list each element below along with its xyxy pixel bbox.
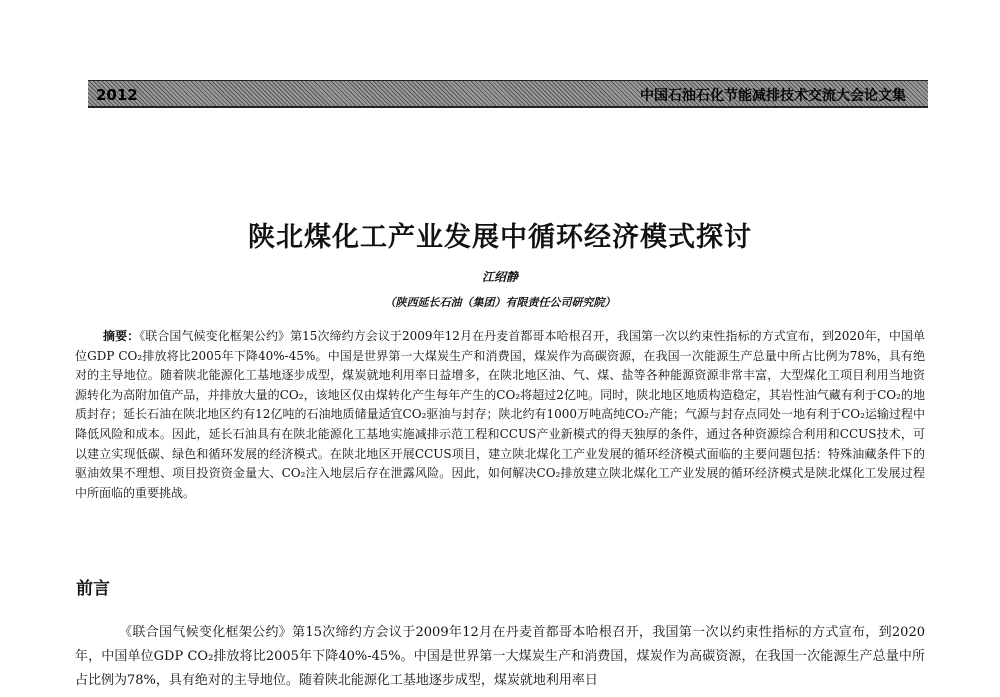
header-proceedings-title: 中国石油石化节能减排技术交流大会论文集 bbox=[640, 88, 906, 104]
author-affiliation: （陕西延长石油（集团）有限责任公司研究院） bbox=[384, 296, 616, 309]
paper-title: 陕北煤化工产业发展中循环经济模式探讨 bbox=[248, 222, 752, 253]
body-paragraph: 《联合国气候变化框架公约》第15次缔约方会议于2009年12月在丹麦首都哥本哈根召开，我国第一次以约束性指标的方式宣布，到2020年，中国单位GDP CO₂排放将比2005年下降40%-45%。中国是世界第一大煤炭生产和消费国，煤炭作为高碳资源，在我国一次能源生产总量中所占比例为78%，具有绝对的主导地位。随着陕北能源化工基地逐步成型，煤炭就地利用率日 bbox=[75, 625, 925, 688]
abstract bbox=[75, 327, 925, 503]
running-header bbox=[88, 80, 928, 108]
section-heading: 前言 bbox=[76, 579, 110, 599]
author-name: 江绍静 bbox=[481, 270, 518, 284]
abstract-label: 摘要： bbox=[103, 329, 140, 343]
header-year: 2012 bbox=[96, 86, 138, 104]
abstract-text: 《联合国气候变化框架公约》第15次缔约方会议于2009年12月在丹麦首都哥本哈根召开，我国第一次以约束性指标的方式宣布，到2020年，中国单位GDP CO₂排放将比2005年下降40%-45%。中国是世界第一大煤炭生产和消费国，煤炭作为高碳资源，在我国一次能源生产总量中所占比例为78%，具有绝对的主导地位。随着陕北能源化工基地逐步成型，煤炭就地利用率日益增多，在陕北地区油、气、煤、盐等各种能源资源非常丰富，大型煤化工项目利用当地资源转化为高附加值产品，并排放大量的CO₂，该地区仅由煤转化产生每年产生的CO₂将超过2亿吨。同时，陕北地区地质构造稳定，其岩性油气藏有利于CO₂的地质封存；延长石油在陕北地区约有12亿吨的石油地质储量适宜CO₂驱油与封存；陕北约有1000万吨高纯CO₂产能；气源与封存点同处一地有利于CO₂运输过程中降低风险和成本。因此，延长石油具有在陕北能源化工基地实施减排示范工程和CCUS产业新模式的得天独厚的条件，通过各种资源综合利用和CCUS技术，可以建立实现低碳、绿色和循环发展的经济模式。在陕北地区开展CCUS项目，建立陕北煤化工产业发展的循环经济模式面临的主要问题包括：特殊油藏条件下的驱油效果不理想、项目投资资金量大、CO₂注入地层后存在泄露风险。因此，如何解决CO₂排放建立陕北煤化工产业发展的循环经济模式是陕北煤化工发展过程中所面临的重要挑战。 bbox=[75, 329, 925, 500]
